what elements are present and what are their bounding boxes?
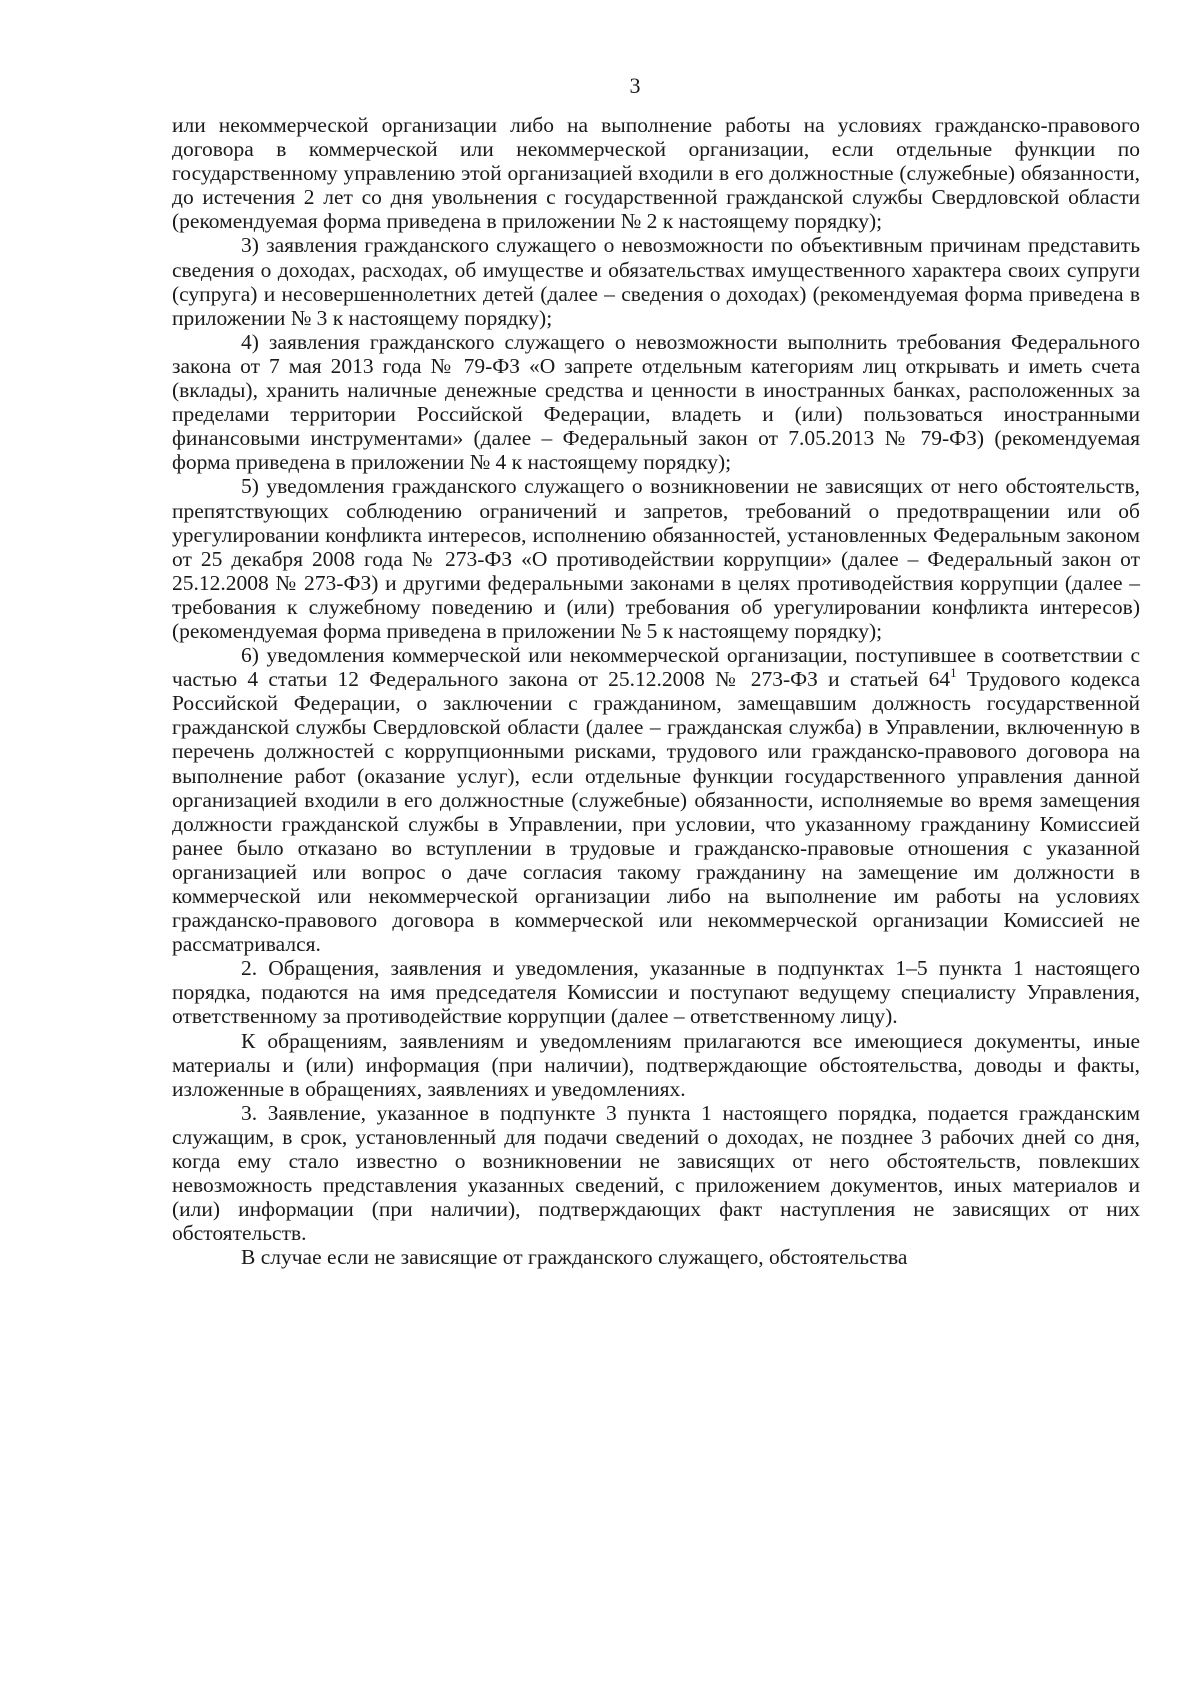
page-number: 3 xyxy=(629,73,641,98)
paragraph-clause-3: 3. Заявление, указанное в подпункте 3 пункта 1 настоящего порядка, подается гражданским служащим, в срок, установленный для подачи сведений о доходах, не позднее 3 рабочих дней со дня, когда ему стало известно о возникновении не зависящих от него обстоятельств, повлекших невозможность представления указанных сведений, с приложением документов, иных материалов и (или) информации (при наличии), подтверждающих факт наступления не зависящих от них обстоятельств. xyxy=(172,1100,1140,1246)
document-body xyxy=(172,113,1140,1270)
paragraph-attachments: К обращениям, заявлениям и уведомлениям прилагаются все имеющиеся документы, иные материалы и (или) информация (при наличии), подтверждающие обстоятельства, доводы и факты, изложенные в обращениях, заявлениях и уведомлениях. xyxy=(172,1028,1140,1101)
paragraph-clause-2: 2. Обращения, заявления и уведомления, указанные в подпунктах 1–5 пункта 1 настоящего порядка, подаются на имя председателя Комиссии и поступают ведущему специалисту Управления, ответственному за противодействие коррупции (далее – ответственному лицу). xyxy=(172,956,1140,1029)
paragraph-item-6-text-start: 6) уведомления коммерческой или некоммерческой организации, поступившее в соответствии с частью 4 статьи 12 Федерального закона от 25.12.2008 № 273-ФЗ и статьей 64 xyxy=(172,643,1140,692)
superscript-marker: 1 xyxy=(950,665,957,681)
paragraph-item-6-text-end: Трудового кодекса Российской Федерации, о заключении с гражданином, замещавшим должность государственной гражданской службы Свердловской области (далее – гражданская служба) в Управлении, включенную в перечень должностей с коррупционными рисками, трудового или гражданско-правового договора на выполнение работ (оказание услуг), если отдельные функции государственного управления данной организацией входили в его должностные (служебные) обязанности, исполняемые во время замещения должности гражданской службы в Управлении, при условии, что указанному гражданину Комиссией ранее было отказано во вступлении в трудовые и гражданско-правовые отношения с указанной организацией или вопрос о даче согласия такому гражданину на замещение им должности в коммерческой или некоммерческой организации либо на выполнение им работы на условиях гражданско-правового договора в коммерческой или некоммерческой организации Комиссией не рассматривался. xyxy=(172,667,1140,957)
paragraph-item-3: 3) заявления гражданского служащего о невозможности по объективным причинам представить сведения о доходах, расходах, об имуществе и обязательствах имущественного характера своих супруги (супруга) и несовершеннолетних детей (далее – сведения о доходах) (рекомендуемая форма приведена в приложении № 3 к настоящему порядку); xyxy=(172,233,1140,330)
paragraph-continuation: или некоммерческой организации либо на выполнение работы на условиях гражданско-правового договора в коммерческой или некоммерческой организации, если отдельные функции по государственному управлению этой организацией входили в его должностные (служебные) обязанности, до истечения 2 лет со дня увольнения с государственной гражданской службы Свердловской области (рекомендуемая форма приведена в приложении № 2 к настоящему порядку); xyxy=(172,113,1140,234)
paragraph-item-5: 5) уведомления гражданского служащего о возникновении не зависящих от него обстоятельств, препятствующих соблюдению ограничений и запретов, требований о предотвращении или об урегулировании конфликта интересов, исполнению обязанностей, установленных Федеральным законом от 25 декабря 2008 года № 273-ФЗ «О противодействии коррупции» (далее – Федеральный закон от 25.12.2008 № 273-ФЗ) и другими федеральными законами в целях противодействия коррупции (далее – требования к служебному поведению и (или) требования об урегулировании конфликта интересов) (рекомендуемая форма приведена в приложении № 5 к настоящему порядку); xyxy=(172,474,1140,643)
paragraph-item-6 xyxy=(172,643,1140,956)
paragraph-item-4: 4) заявления гражданского служащего о невозможности выполнить требования Федерального закона от 7 мая 2013 года № 79-ФЗ «О запрете отдельным категориям лиц открывать и иметь счета (вклады), хранить наличные денежные средства и ценности в иностранных банках, расположенных за пределами территории Российской Федерации, владеть и (или) пользоваться иностранными финансовыми инструментами» (далее – Федеральный закон от 7.05.2013 № 79-ФЗ) (рекомендуемая форма приведена в приложении № 4 к настоящему порядку); xyxy=(172,329,1140,475)
paragraph-final-line: В случае если не зависящие от гражданского служащего, обстоятельства xyxy=(241,1245,908,1270)
